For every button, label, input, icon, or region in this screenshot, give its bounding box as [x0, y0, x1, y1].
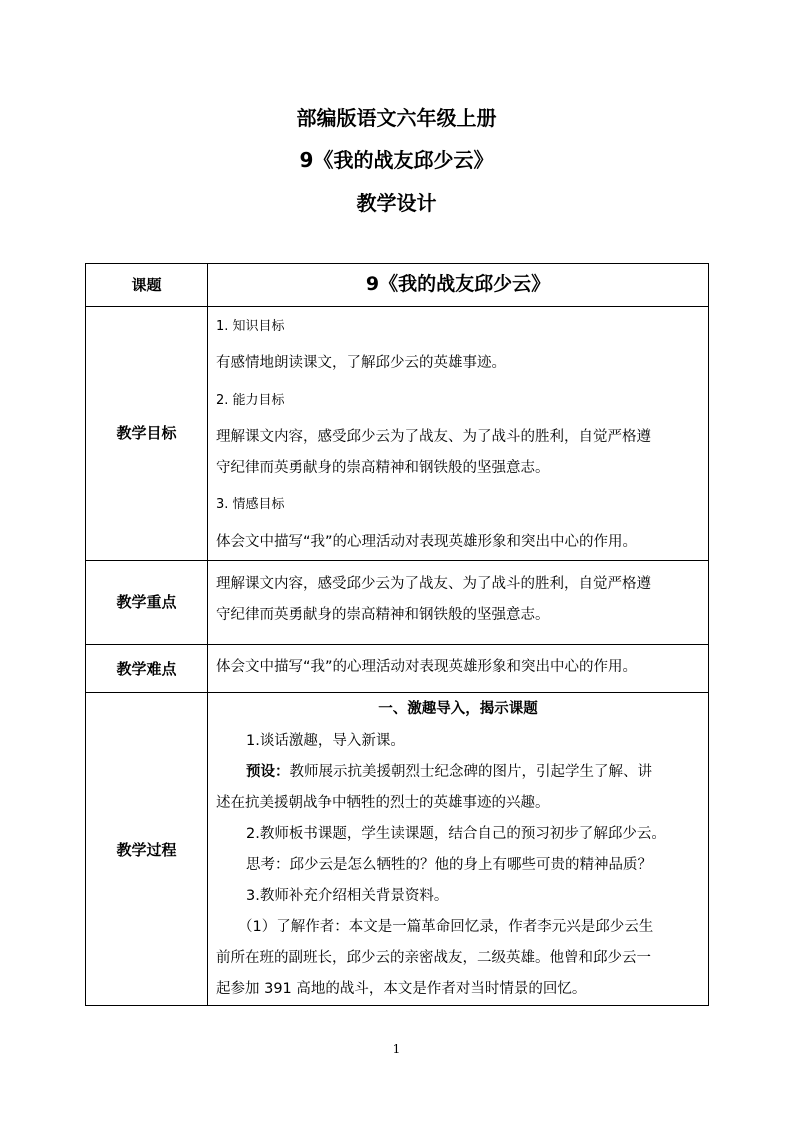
goal-text: 理解课文内容，感受邱少云为了战友、为了战斗的胜利，自觉严格遵 [216, 429, 651, 445]
row-label-key: 教学重点 [116, 593, 177, 611]
row-label-process: 教学过程 [116, 841, 177, 859]
row-label-difficulty: 教学难点 [116, 660, 177, 678]
difficulty-text: 体会文中描写“我”的心理活动对表现英雄形象和突出中心的作用。 [216, 659, 638, 675]
process-section-title: 一、激趣导入，揭示课题 [378, 701, 538, 717]
process-step: 3.教师补充介绍相关背景资料。 [246, 888, 449, 904]
table-rule [85, 644, 709, 645]
process-question: 思考：邱少云是怎么牺牲的？他的身上有哪些可贵的精神品质？ [246, 857, 652, 873]
goal-heading-emotion: 3. 情感目标 [216, 497, 285, 512]
table-rule [85, 306, 709, 307]
doc-title-line2: 9《我的战友邱少云》 [299, 148, 494, 172]
process-text: （1）了解作者：本文是一篇革命回忆录，作者李元兴是邱少云生 [238, 919, 654, 935]
row-label-goals: 教学目标 [116, 424, 177, 442]
table-border-bottom [85, 1005, 709, 1006]
process-preset [246, 762, 652, 782]
key-text: 理解课文内容，感受邱少云为了战友、为了战斗的胜利，自觉严格遵 [216, 576, 651, 592]
table-rule [85, 560, 709, 561]
process-text: 前所在班的副班长，邱少云的亲密战友，二级英雄。他曾和邱少云一 [216, 950, 651, 966]
doc-title-line1: 部编版语文六年级上册 [296, 106, 497, 130]
process-step: 1.谈话激趣，导入新课。 [246, 733, 405, 749]
process-step: 2.教师板书课题，学生读课题，结合自己的预习初步了解邱少云。 [246, 826, 666, 842]
goal-heading-ability: 2. 能力目标 [216, 393, 285, 408]
goal-text: 有感情地朗读课文，了解邱少云的英雄事迹。 [216, 355, 506, 371]
row-label-topic: 课题 [131, 276, 162, 294]
preset-label: 预设： [246, 764, 290, 780]
page-number: 1 [392, 1042, 401, 1056]
table-border-top [85, 263, 709, 264]
process-text: 述在抗美援朝战争中牺牲的烈士的英雄事迹的兴趣。 [216, 795, 550, 811]
doc-title-line3: 教学设计 [356, 191, 437, 215]
table-column-divider [207, 263, 208, 1006]
table-border-left [85, 263, 86, 1006]
preset-text: 教师展示抗美援朝烈士纪念碑的图片，引起学生了解、讲 [289, 764, 652, 780]
topic-value: 9《我的战友邱少云》 [365, 273, 551, 295]
table-rule [85, 692, 709, 693]
table-border-right [708, 263, 709, 1006]
goal-text: 体会文中描写“我”的心理活动对表现英雄形象和突出中心的作用。 [216, 534, 638, 550]
process-text: 起参加 391 高地的战斗，本文是作者对当时情景的回忆。 [216, 981, 587, 997]
goal-heading-knowledge: 1. 知识目标 [216, 319, 285, 334]
goal-text: 守纪律而英勇献身的崇高精神和钢铁般的坚强意志。 [216, 460, 550, 476]
key-text: 守纪律而英勇献身的崇高精神和钢铁般的坚强意志。 [216, 607, 550, 623]
